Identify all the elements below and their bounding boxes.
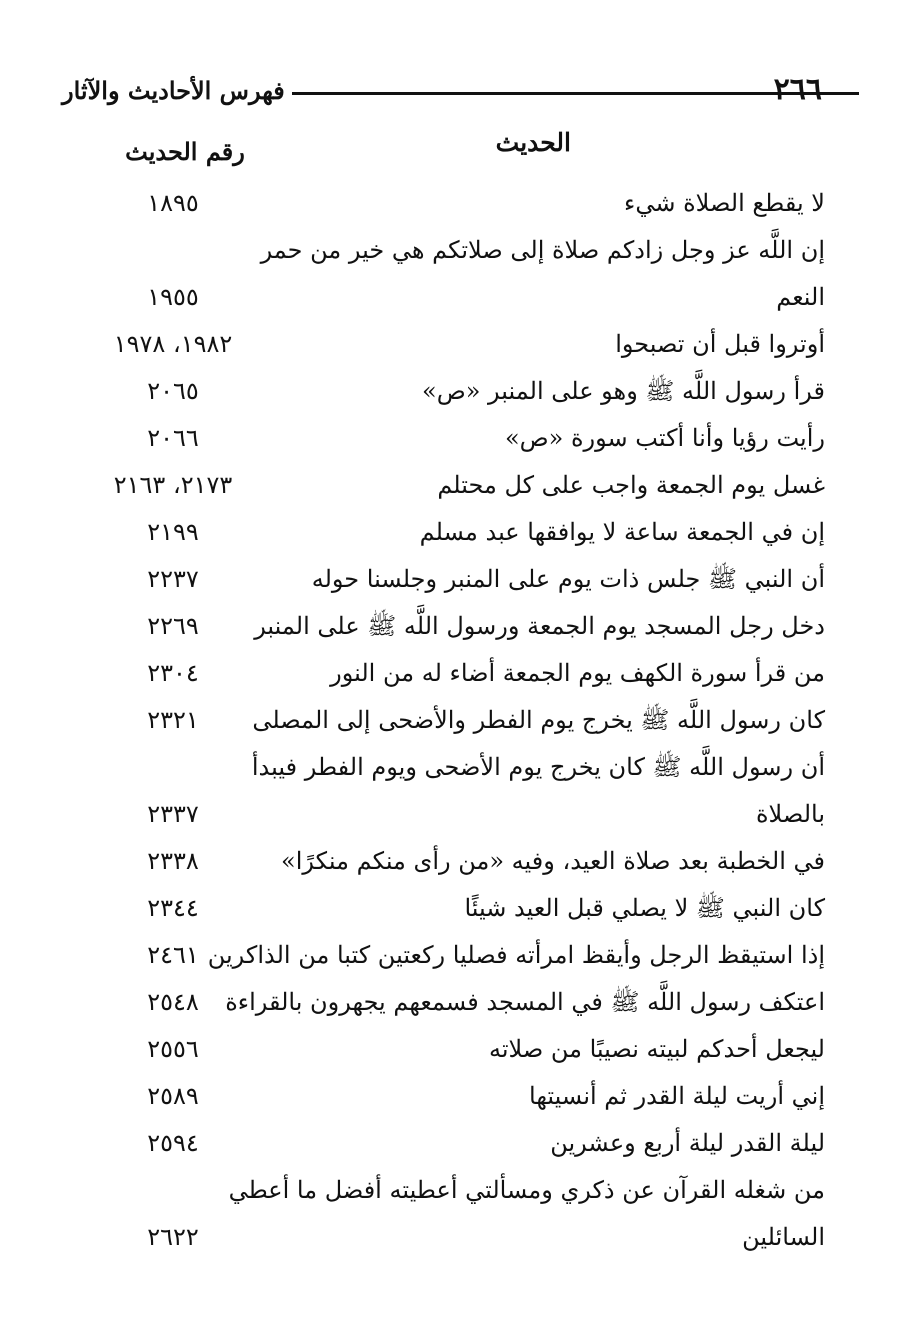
hadith-number: ٢٥٤٨ bbox=[147, 988, 199, 1016]
hadith-number: ٢٣٣٧ bbox=[147, 800, 199, 828]
page-number: ٢٦٦ bbox=[773, 72, 822, 107]
hadith-number: ٢٥٥٦ bbox=[147, 1035, 199, 1063]
index-entry bbox=[0, 321, 921, 368]
hadith-text: دخل رجل المسجد يوم الجمعة ورسول اللَّه ﷺ على المنبر bbox=[254, 612, 825, 640]
hadith-text: النعم bbox=[776, 283, 825, 311]
hadith-text: لا يقطع الصلاة شيء bbox=[624, 189, 825, 217]
index-entry bbox=[0, 885, 921, 932]
hadith-text: ليجعل أحدكم لبيته نصيبًا من صلاته bbox=[488, 1035, 825, 1063]
index-entry bbox=[0, 838, 921, 885]
hadith-number: ٢٤٦١ bbox=[147, 941, 199, 969]
hadith-text: غسل يوم الجمعة واجب على كل محتلم bbox=[437, 471, 825, 499]
hadith-text: إني أريت ليلة القدر ثم أنسيتها bbox=[529, 1082, 825, 1110]
index-entry bbox=[0, 1026, 921, 1073]
hadith-number: ٢٣٠٤ bbox=[147, 659, 199, 687]
index-entry bbox=[0, 744, 921, 838]
hadith-text: بالصلاة bbox=[755, 800, 825, 828]
hadith-number: ٢٢٦٩ bbox=[147, 612, 199, 640]
index-entry bbox=[0, 180, 921, 227]
hadith-number: ٢٠٦٦ bbox=[147, 424, 199, 452]
hadith-number: ٢٥٨٩ bbox=[147, 1082, 199, 1110]
hadith-text: من شغله القرآن عن ذكري ومسألتي أعطيته أفضل ما أعطي bbox=[228, 1176, 825, 1204]
hadith-text: إن اللَّه عز وجل زادكم صلاة إلى صلاتكم هي خير من حمر bbox=[260, 236, 825, 264]
index-entry bbox=[0, 227, 921, 321]
index-entry bbox=[0, 462, 921, 509]
index-entry bbox=[0, 979, 921, 1026]
hadith-text: رأيت رؤيا وأنا أكتب سورة «ص» bbox=[504, 424, 825, 452]
hadith-number: ٢٦٢٢ bbox=[147, 1223, 199, 1251]
hadith-number: ١٩٥٥ bbox=[147, 283, 199, 311]
header-rule bbox=[292, 92, 859, 95]
hadith-text: قرأ رسول اللَّه ﷺ وهو على المنبر «ص» bbox=[422, 377, 825, 405]
hadith-text: إذا استيقظ الرجل وأيقظ امرأته فصليا ركعتين كتبا من الذاكرين bbox=[207, 941, 825, 969]
hadith-text: إن في الجمعة ساعة لا يوافقها عبد مسلم bbox=[419, 518, 825, 546]
index-entry bbox=[0, 1073, 921, 1120]
hadith-number: ٢٢٣٧ bbox=[147, 565, 199, 593]
index-entry bbox=[0, 1120, 921, 1167]
hadith-number: ٢٥٩٤ bbox=[147, 1129, 199, 1157]
hadith-number: ١٨٩٥ bbox=[147, 189, 199, 217]
hadith-text: كان النبي ﷺ لا يصلي قبل العيد شيئًا bbox=[464, 894, 825, 922]
hadith-text: أوتروا قبل أن تصبحوا bbox=[615, 330, 825, 358]
index-entry bbox=[0, 932, 921, 979]
hadith-text: أن رسول اللَّه ﷺ كان يخرج يوم الأضحى ويوم الفطر فيبدأ bbox=[251, 753, 825, 781]
hadith-text: كان رسول اللَّه ﷺ يخرج يوم الفطر والأضحى إلى المصلى bbox=[252, 706, 825, 734]
hadith-number: ١٩٨٢، ١٩٧٨ bbox=[113, 330, 233, 358]
hadith-number: ٢٣٤٤ bbox=[147, 894, 199, 922]
hadith-number: ٢١٩٩ bbox=[147, 518, 199, 546]
hadith-number: ٢٠٦٥ bbox=[147, 377, 199, 405]
section-title: فهرس الأحاديث والآثار bbox=[62, 76, 285, 105]
hadith-number: ٢٣٢١ bbox=[147, 706, 199, 734]
hadith-text: في الخطبة بعد صلاة العيد، وفيه «من رأى منكم منكرًا» bbox=[281, 847, 825, 875]
index-entry bbox=[0, 650, 921, 697]
index-entry bbox=[0, 697, 921, 744]
hadith-text: من قرأ سورة الكهف يوم الجمعة أضاء له من النور bbox=[330, 659, 825, 687]
hadith-text: ليلة القدر ليلة أربع وعشرين bbox=[550, 1129, 825, 1157]
column-header-number: رقم الحديث bbox=[125, 137, 245, 166]
hadith-text: السائلين bbox=[742, 1223, 825, 1251]
index-entry bbox=[0, 556, 921, 603]
index-entry bbox=[0, 1167, 921, 1261]
index-entry bbox=[0, 603, 921, 650]
column-header-hadith: الحديث bbox=[495, 128, 571, 157]
hadith-index-list bbox=[0, 180, 921, 1261]
hadith-text: اعتكف رسول اللَّه ﷺ في المسجد فسمعهم يجهرون بالقراءة bbox=[225, 988, 825, 1016]
hadith-number: ٢٣٣٨ bbox=[147, 847, 199, 875]
index-entry bbox=[0, 368, 921, 415]
hadith-text: أن النبي ﷺ جلس ذات يوم على المنبر وجلسنا حوله bbox=[311, 565, 825, 593]
index-entry bbox=[0, 509, 921, 556]
index-entry bbox=[0, 415, 921, 462]
hadith-number: ٢١٧٣، ٢١٦٣ bbox=[113, 471, 233, 499]
